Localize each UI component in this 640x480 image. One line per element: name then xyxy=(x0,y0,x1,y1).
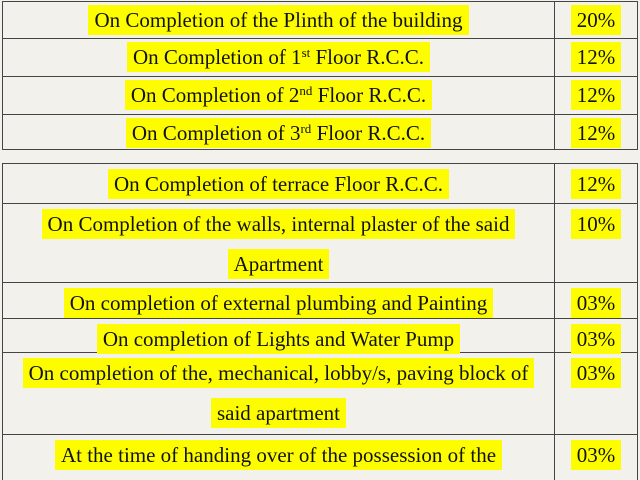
milestone-text: On Completion of the Plinth of the building xyxy=(88,5,468,35)
percent-cell xyxy=(554,2,637,38)
milestone-text: On completion of Lights and Water Pump xyxy=(97,324,460,354)
milestone-cell xyxy=(3,204,554,284)
milestone-cell xyxy=(3,2,554,38)
milestone-cell xyxy=(3,353,554,433)
milestone-text: On Completion of 1st Floor R.C.C. xyxy=(127,42,430,72)
payment-schedule-table-lower xyxy=(2,163,638,480)
percent-cell xyxy=(554,115,637,149)
milestone-text: At the time of handing over of the possession of the xyxy=(55,440,502,470)
ordinal-superscript: st xyxy=(301,45,311,60)
percent-cell xyxy=(554,39,637,76)
percent-value: 12% xyxy=(571,118,622,148)
ordinal-superscript: nd xyxy=(299,83,313,98)
percent-cell xyxy=(554,435,637,480)
milestone-text: On Completion of 3rd Floor R.C.C. xyxy=(126,118,431,148)
milestone-text-line1: On completion of the, mechanical, lobby/s, paving block of xyxy=(23,358,535,388)
milestone-cell xyxy=(3,164,554,204)
percent-value: 03% xyxy=(571,440,622,470)
percent-value: 03% xyxy=(571,358,622,388)
percent-value: 12% xyxy=(571,80,622,110)
milestone-text-line2: said apartment xyxy=(211,398,346,428)
milestone-cell xyxy=(3,283,554,323)
percent-value: 12% xyxy=(571,42,622,72)
percent-value: 12% xyxy=(571,169,622,199)
table-row xyxy=(3,203,637,282)
milestone-text: On Completion of terrace Floor R.C.C. xyxy=(108,169,449,199)
table-row xyxy=(3,164,637,203)
table-row xyxy=(3,318,637,352)
milestone-cell xyxy=(3,39,554,75)
table-row xyxy=(3,352,637,434)
ordinal-superscript: rd xyxy=(300,121,312,136)
table-row xyxy=(3,282,637,318)
percent-cell xyxy=(554,353,637,434)
table-row xyxy=(3,114,637,149)
percent-value: 03% xyxy=(571,288,622,318)
table-row xyxy=(3,2,637,38)
payment-schedule-table-upper xyxy=(2,1,638,150)
milestone-text-line2: Apartment xyxy=(228,249,330,279)
milestone-text-line1: On Completion of the walls, internal plaster of the said xyxy=(42,209,516,239)
percent-cell xyxy=(554,77,637,114)
percent-cell xyxy=(554,204,637,282)
milestone-text: On completion of external plumbing and Painting xyxy=(64,288,494,318)
table-row xyxy=(3,76,637,114)
percent-value: 20% xyxy=(571,5,622,35)
percent-value: 10% xyxy=(571,209,622,239)
table-row xyxy=(3,38,637,76)
milestone-cell xyxy=(3,115,554,151)
table-row xyxy=(3,434,637,480)
percent-value: 03% xyxy=(571,324,622,354)
percent-cell xyxy=(554,164,637,203)
milestone-cell xyxy=(3,435,554,475)
percent-cell xyxy=(554,283,637,318)
milestone-cell xyxy=(3,77,554,113)
milestone-text: On Completion of 2nd Floor R.C.C. xyxy=(125,80,432,110)
percent-cell xyxy=(554,319,637,352)
